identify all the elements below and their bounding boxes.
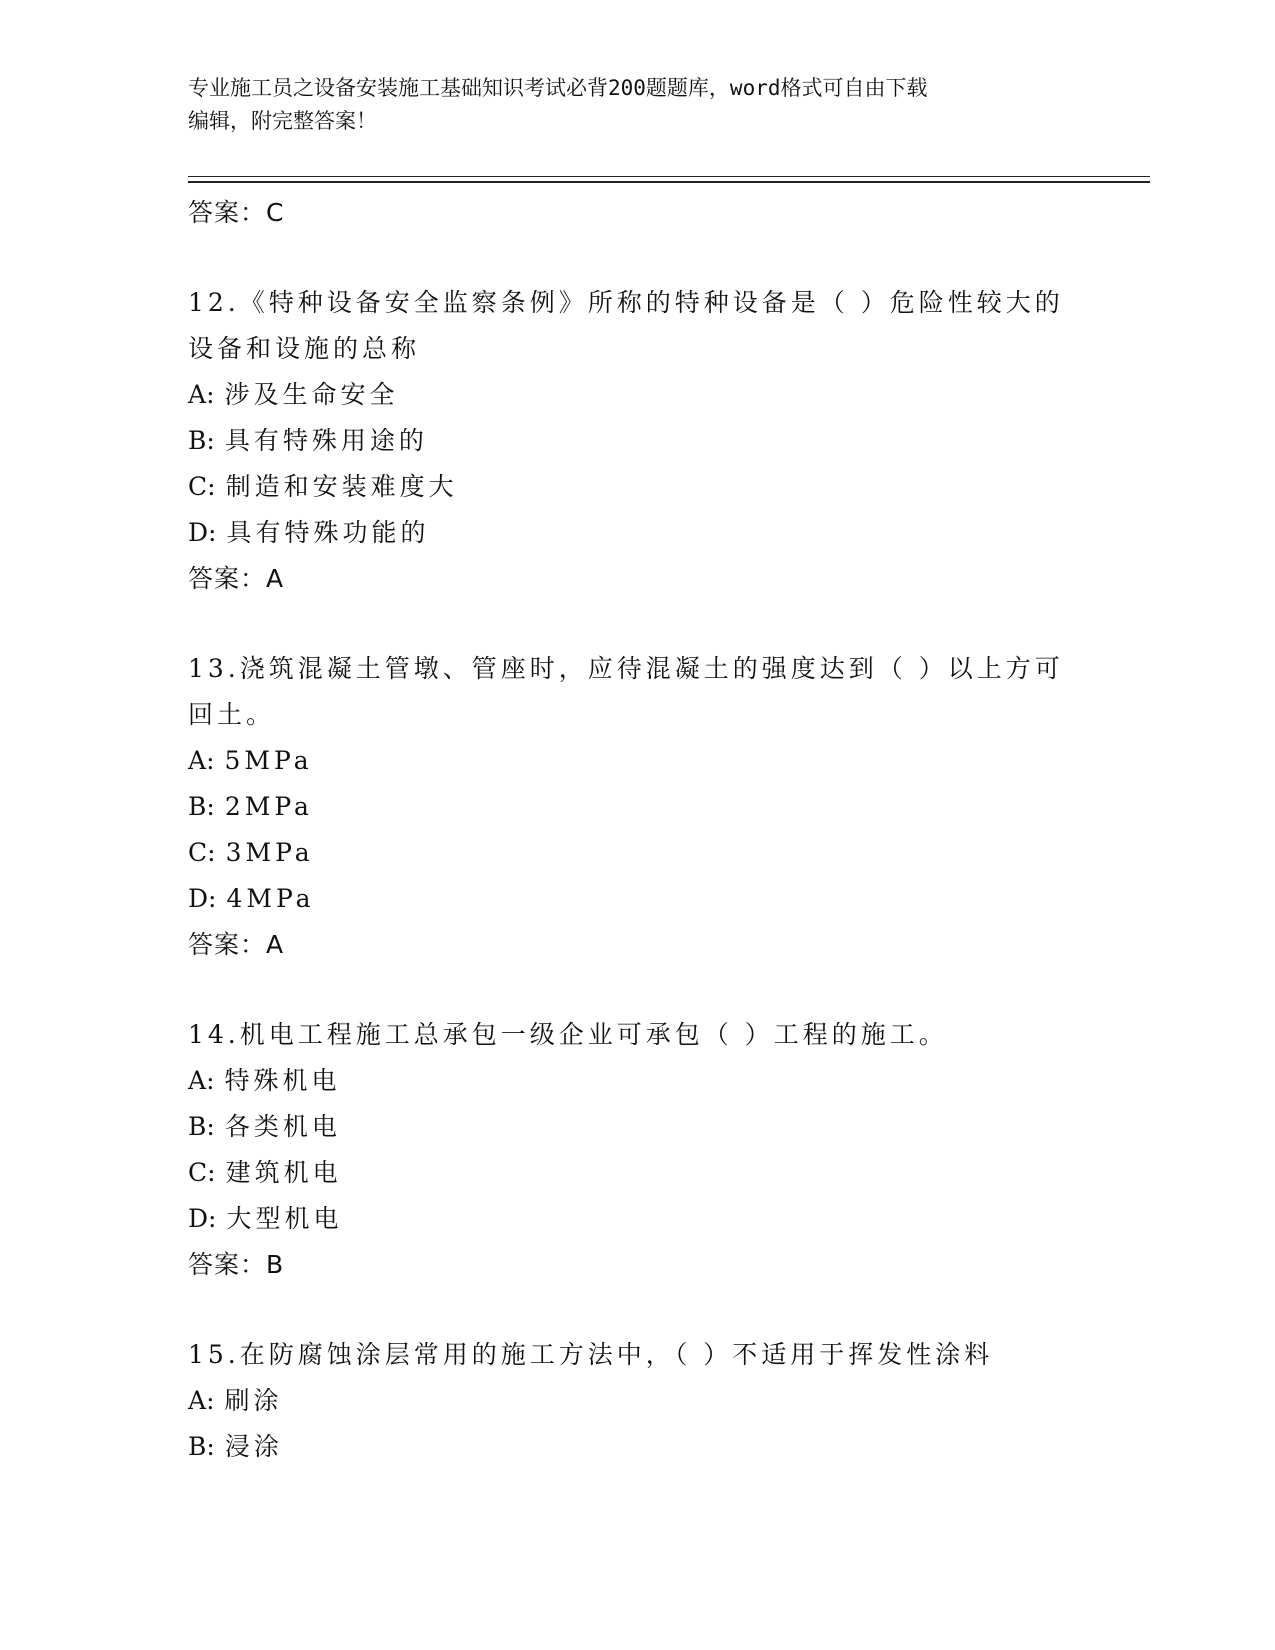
- option-text: 2MPa: [224, 792, 313, 821]
- option-key: D: [188, 1204, 209, 1233]
- option-key: B: [188, 1432, 207, 1461]
- option-text: 4MPa: [226, 884, 315, 913]
- option-b: [188, 1104, 1088, 1150]
- answer-line: 答案：B: [188, 1250, 285, 1279]
- option-key: B: [188, 1112, 207, 1141]
- option-text: 浸涂: [224, 1432, 283, 1461]
- option-text: 具有特殊功能的: [226, 518, 430, 547]
- option-key: B: [188, 426, 207, 455]
- question-list: [188, 190, 1088, 1514]
- option-separator: :: [208, 884, 217, 913]
- option-a: [188, 738, 1088, 784]
- question-text: 12.《特种设备安全监察条例》所称的特种设备是（ ）危险性较大的: [188, 288, 1064, 317]
- header-line: 专业施工员之设备安装施工基础知识考试必背200题题库，word格式可自由下载: [188, 76, 928, 100]
- header-line: 编辑，附完整答案！: [188, 109, 377, 133]
- option-b: [188, 1424, 1088, 1470]
- question-text: 回土。: [188, 700, 276, 729]
- option-separator: :: [207, 1158, 216, 1187]
- question-text: 14.机电工程施工总承包一级企业可承包（ ）工程的施工。: [188, 1020, 948, 1049]
- option-c: [188, 830, 1088, 876]
- option-separator: :: [208, 1204, 217, 1233]
- option-a: [188, 372, 1088, 418]
- option-separator: :: [207, 472, 216, 501]
- option-a: [188, 1058, 1088, 1104]
- option-separator: :: [208, 518, 217, 547]
- option-separator: :: [206, 426, 215, 455]
- option-separator: :: [207, 838, 216, 867]
- question-text: 15.在防腐蚀涂层常用的施工方法中，（ ）不适用于挥发性涂料: [188, 1340, 994, 1369]
- option-d: [188, 510, 1088, 556]
- header-divider-thick: [188, 181, 1150, 183]
- option-key: A: [188, 1386, 207, 1415]
- answer-line: 答案：C: [188, 198, 285, 227]
- option-d: [188, 876, 1088, 922]
- option-text: 大型机电: [226, 1204, 343, 1233]
- option-separator: :: [206, 746, 215, 775]
- option-a: [188, 1378, 1088, 1424]
- question-text: 设备和设施的总称: [188, 334, 421, 363]
- option-separator: :: [206, 1432, 215, 1461]
- page-header: [188, 72, 1088, 138]
- option-text: 具有特殊用途的: [224, 426, 428, 455]
- option-separator: :: [206, 1066, 215, 1095]
- option-c: [188, 464, 1088, 510]
- option-key: D: [188, 884, 209, 913]
- option-text: 涉及生命安全: [224, 380, 399, 409]
- answer-line: 答案：A: [188, 930, 285, 959]
- option-separator: :: [206, 1386, 215, 1415]
- option-key: D: [188, 518, 209, 547]
- option-text: 5MPa: [224, 746, 313, 775]
- option-separator: :: [206, 380, 215, 409]
- answer-line: 答案：A: [188, 564, 285, 593]
- option-text: 制造和安装难度大: [225, 472, 458, 501]
- option-key: A: [188, 1066, 207, 1095]
- option-separator: :: [206, 792, 215, 821]
- option-key: B: [188, 792, 207, 821]
- option-c: [188, 1150, 1088, 1196]
- question-text: 13.浇筑混凝土管墩、管座时，应待混凝土的强度达到（ ）以上方可: [188, 654, 1064, 683]
- option-text: 3MPa: [225, 838, 314, 867]
- option-text: 刷涂: [224, 1386, 283, 1415]
- question-block: [188, 1332, 1088, 1470]
- option-key: C: [188, 838, 208, 867]
- option-text: 特殊机电: [224, 1066, 341, 1095]
- question-block: [188, 1012, 1088, 1288]
- option-text: 建筑机电: [225, 1158, 342, 1187]
- option-b: [188, 418, 1088, 464]
- option-key: A: [188, 746, 207, 775]
- option-key: A: [188, 380, 207, 409]
- question-block: [188, 280, 1088, 602]
- option-d: [188, 1196, 1088, 1242]
- option-key: C: [188, 1158, 208, 1187]
- option-b: [188, 784, 1088, 830]
- question-block: [188, 646, 1088, 968]
- header-divider: [188, 176, 1150, 177]
- option-key: C: [188, 472, 208, 501]
- option-separator: :: [206, 1112, 215, 1141]
- option-text: 各类机电: [224, 1112, 341, 1141]
